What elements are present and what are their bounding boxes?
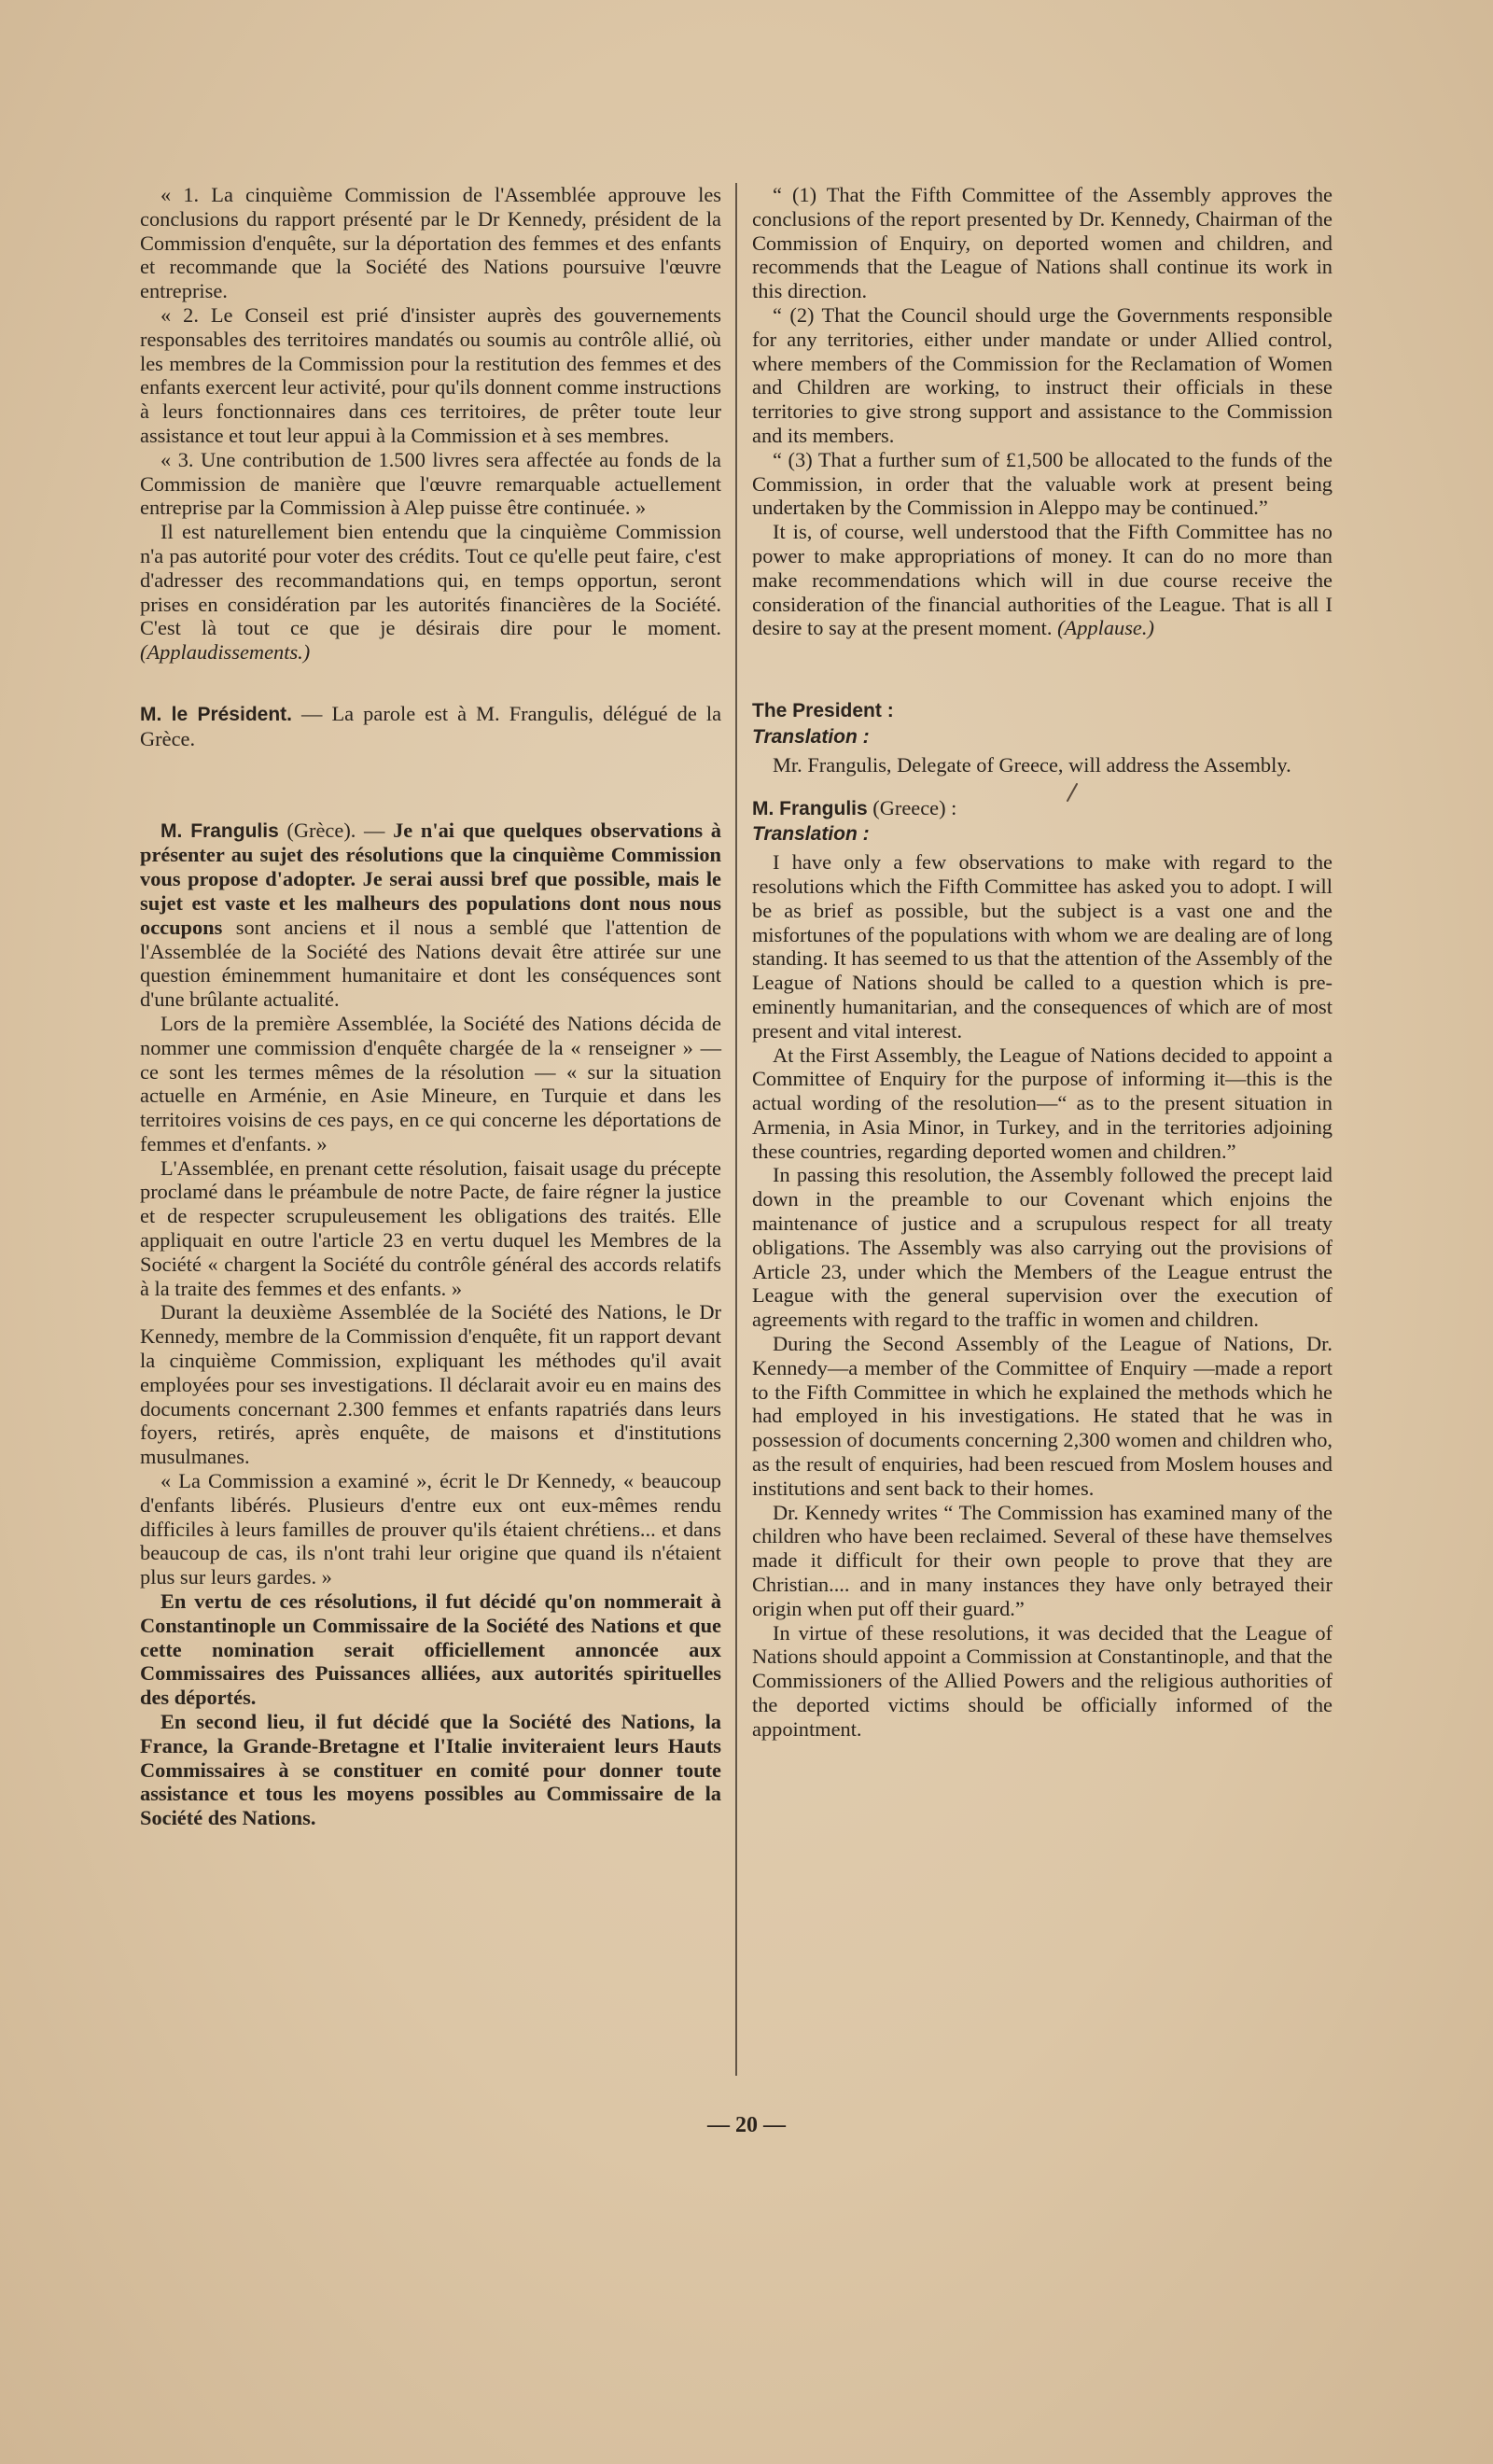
fr-paragraph-credits <box>140 520 721 665</box>
fr-frangulis-country: (Grèce). — <box>278 818 394 842</box>
en-paragraph-observations: I have only a few observations to make with regard to the resolutions which the Fifth Committee has asked you to adopt. I will be as brief as possible, but the subject is a vast one and the misfortunes of the populations with whom we are dealing are of long standing. It has seemed to us that the attention of the Assembly of the League of Nations should be called to a question which is pre-eminently humanitarian, and the consequences of which are of most present and vital interest. <box>752 850 1333 1043</box>
fr-paragraph-second-assembly: Durant la deuxième Assemblée de la Société des Nations, le Dr Kennedy, membre de la Commission d'enquête, fit un rapport devant la cinquième Commission, expliquant les méthodes qu'il avait employées pour ses investigations. Il déclarait avoir eu en mains des documents concernant 2.300 femmes et enfants rapatriés dans leurs foyers, retirés, après enquête, de maisons et d'institutions musulmanes. <box>140 1300 721 1469</box>
en-paragraph-assembly-resolution: In passing this resolution, the Assembly followed the precept laid down in the preamble to our Covenant which enjoins the maintenance of justice and a scrupulous respect for all treaty obligations. The Assembly was also carrying out the provisions of Article 23, under which the Members of the League entrust the League with the general supervision over the execution of agreements with regard to the traffic in women and children. <box>752 1163 1333 1332</box>
en-paragraph-first-assembly: At the First Assembly, the League of Nations decided to appoint a Committee of Enquiry for the purpose of informing it—this is the actual wording of the resolution—“ as to the present situation in Armenia, in Asia Minor, in Turkey, and in the territories adjoining these countries, regarding deported women and children.” <box>752 1043 1333 1163</box>
en-resolution-3: “ (3) That a further sum of £1,500 be allocated to the funds of the Commission, in order that the valuable work at present being undertaken by the Commission in Aleppo may be continued.” <box>752 447 1333 520</box>
fr-frangulis-speaker: M. Frangulis <box>160 819 279 842</box>
fr-resolution-2: « 2. Le Conseil est prié d'insister auprès des gouvernements responsables des territoires mandatés ou soumis au contrôle allié, où les membres de la Commission pour la restitution des femmes et des enfants exercent leur activité, pour qu'ils donnent comme instructions à leurs fonctionnaires dans ces territoires, de prêter toute leur assistance et tout leur appui à la Commission et à ses membres. <box>140 302 721 447</box>
en-frangulis-block <box>752 796 1333 847</box>
spacer <box>752 640 1333 698</box>
en-frangulis-speaker: M. Frangulis <box>752 797 868 819</box>
fr-paragraph-second-decision: En second lieu, il fut décidé que la Société des Nations, la France, la Grande-Bretagne et l'Italie inviteraient leurs Hauts Commissaires à se constituer en comité pour donner toute assistance et tous les moyens possibles au Commissaire de la Société des Nations. <box>140 1710 721 1830</box>
en-applause: (Applause.) <box>1057 616 1154 640</box>
en-president-block <box>752 698 1333 749</box>
fr-resolution-1: « 1. La cinquième Commission de l'Assemblée approuve les conclusions du rapport présenté par le Dr Kennedy, président de la Commission d'enquête, sur la déportation des femmes et des enfants et recommande que la Société des Nations poursuive l'œuvre entreprise. <box>140 183 721 303</box>
en-credits-text: It is, of course, well understood that the Fifth Committee has no power to make appropriations of money. It can do no more than make recommendations which will in due course receive the consideration of the financial authorities of the League. That is all I desire to say at the present moment. <box>752 520 1333 640</box>
en-frangulis-translation-label: Translation : <box>752 823 870 846</box>
fr-paragraph-constantinople: En vertu de ces résolutions, il fut décidé qu'on nommerait à Constantinople un Commissaire de la Société des Nations et que cette nomination serait officiellement annoncée aux Commissaires des Puissances alliées, aux autorités spirituelles des déportés. <box>140 1589 721 1710</box>
fr-president-text: — La parole est à M. Frangulis, délégué de la Grèce. <box>140 701 722 750</box>
pencil-mark-icon <box>1062 782 1081 805</box>
en-resolution-2: “ (2) That the Council should urge the Governments responsible for any territories, either under mandate or under Allied control, where members of the Commission for the Reclamation of Women and Children are working, to instruct their officials in these territories to give strong support and assistance to the Commission and its members. <box>752 302 1333 447</box>
fr-frangulis-intro <box>140 819 721 1012</box>
en-paragraph-second-assembly: During the Second Assembly of the League of Nations, Dr. Kennedy—a member of the Committee of Enquiry —made a report to the Fifth Committee in which he explained the methods which he had employed in his investigations. He stated that he was in possession of documents concerning 2,300 women and children who, as the result of enquiries, had been rescued from Moslem houses and institutions and sent back to their homes. <box>752 1332 1333 1500</box>
en-paragraph-kennedy-quote: Dr. Kennedy writes “ The Commission has examined many of the children who have been reclaimed. Several of these have themselves made it difficult for their own people to prove that they are Christian.... and in many instances they have only betrayed their origin when put off their guard.” <box>752 1500 1333 1620</box>
en-resolution-1: “ (1) That the Fifth Committee of the Assembly approves the conclusions of the report presented by Dr. Kennedy, Chairman of the Commission of Enquiry, on deported women and children, and recommends that the League of Nations shall continue its work in this direction. <box>752 183 1333 303</box>
column-divider <box>735 183 737 2076</box>
fr-paragraph-first-assembly: Lors de la première Assemblée, la Société des Nations décida de nommer une commission d'enquête chargée de la « renseigner » — ce sont les termes mêmes de la résolution — « sur la situation actuelle en Arménie, en Asie Mineure, en Turquie et dans les territoires voisins de ces pays, en ce qui concerne les déportations de femmes et d'enfants. » <box>140 1011 721 1155</box>
english-column <box>752 183 1333 1742</box>
fr-frangulis-bold: Je n'ai que quelques observations à présenter au sujet des résolutions que la cinquième Commission vous propose d'adopter. Je serai aussi bref que possible, mais le sujet est vaste et les malheurs des populations dont nous nous occupons <box>140 818 721 939</box>
en-president-text: Mr. Frangulis, Delegate of Greece, will address the Assembly. <box>773 752 1291 777</box>
fr-president-speaker: M. le Président. <box>140 703 292 725</box>
fr-credits-text: Il est naturellement bien entendu que la cinquième Commission n'a pas autorité pour voter des crédits. Tout ce qu'elle peut faire, c'est d'adresser des recommandations qui, en temps opportun, seront prises en considération par les autorités financières de la Société. C'est là tout ce que je désirais dire pour le moment. <box>140 520 721 640</box>
page-number: — 20 — <box>707 2113 786 2137</box>
spacer <box>140 751 721 819</box>
spacer <box>140 665 721 702</box>
en-paragraph-constantinople: In virtue of these resolutions, it was decided that the League of Nations should appoint a Commission at Constantinople, and that the Commissioners of the Allied Powers and the religious authorities of the deported victims should be officially informed of the appointment. <box>752 1620 1333 1741</box>
fr-resolution-3: « 3. Une contribution de 1.500 livres sera affectée au fonds de la Commission de manière que l'œuvre remarquable actuellement entreprise par la Commission à Alep puisse être continuée. » <box>140 447 721 520</box>
fr-applause: (Applaudissements.) <box>140 640 311 665</box>
french-column <box>140 183 721 1830</box>
fr-president-remark <box>140 702 721 751</box>
en-president-speaker: The President : <box>752 700 894 722</box>
fr-paragraph-kennedy-quote: « La Commission a examiné », écrit le Dr Kennedy, « beaucoup d'enfants libérés. Plusieurs d'entre eux ont eux-mêmes rendu difficiles à leurs familles de prouver qu'ils étaient chrétiens... et dans beaucoup de cas, ils n'ont trahi leur origine que quand ils n'étaient plus sur leurs gardes. » <box>140 1469 721 1589</box>
en-president-translation-label: Translation : <box>752 725 870 748</box>
en-frangulis-country: (Greece) : <box>867 795 957 819</box>
en-paragraph-credits <box>752 520 1333 640</box>
fr-paragraph-assembly-resolution: L'Assemblée, en prenant cette résolution, faisait usage du précepte proclamé dans le préambule de notre Pacte, de faire régner la justice et de respecter scrupuleusement les obligations des traités. Elle appliquait en outre l'article 23 en vertu duquel les Membres de la Société « chargent la Société du contrôle général des accords relatifs à la traite des femmes et des enfants. » <box>140 1155 721 1300</box>
spacer <box>752 777 1333 796</box>
fr-frangulis-rest: sont anciens et il nous a semblé que l'attention de l'Assemblée de la Société des Nations devait être attirée sur une question éminemment humanitaire et dont les conséquences sont d'une brûlante actualité. <box>140 915 721 1012</box>
